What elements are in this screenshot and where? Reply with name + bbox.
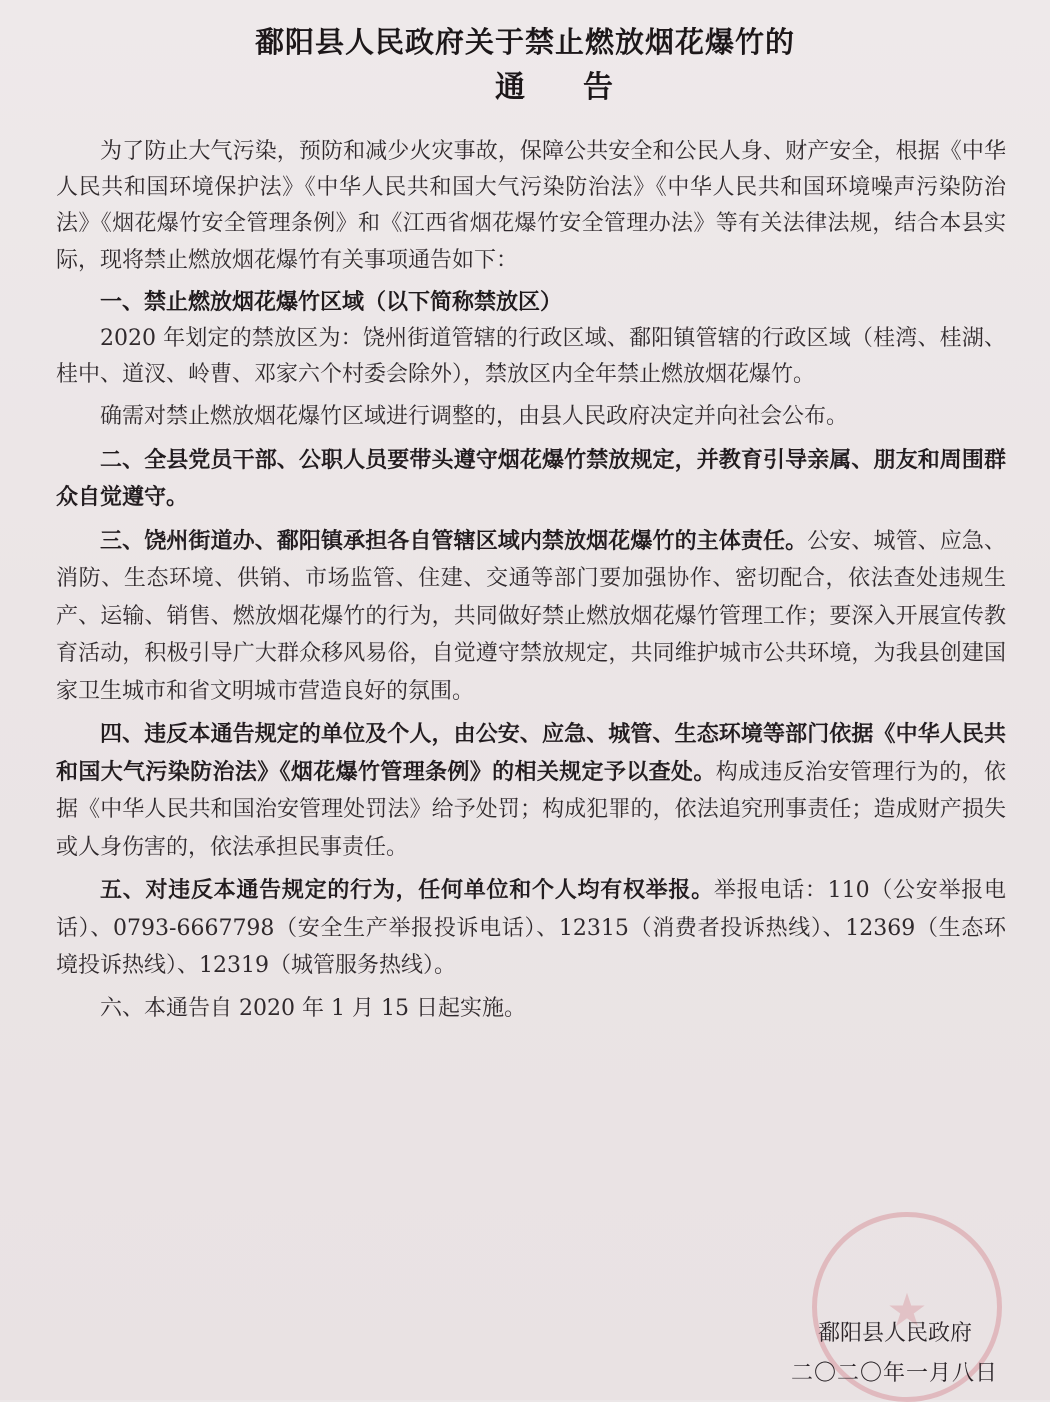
section-2-paragraph: 二、全县党员干部、公职人员要带头遵守烟花爆竹禁放规定，并教育引导亲属、朋友和周围群众自觉遵守。 [56, 447, 1006, 511]
section-4-detail: 构成违反治安管理行为的，依据《中华人民共和国治安管理处罚法》给予处罚；构成犯罪的，依法追究刑事责任；造成财产损失或人身伤害的，依法承担民事责任。 [56, 759, 1006, 860]
section-3-detail: 公安、城管、应急、消防、生态环境、供销、市场监管、住建、交通等部门要加强协作、密切配合，依法查处违规生产、运输、销售、燃放烟花爆竹的行为，共同做好禁止燃放烟花爆竹管理工作；要深入开展宣传教育活动，积极引导广大群众移风易俗，自觉遵守禁放规定，共同维护城市公共环境，为我县创建国家卫生城市和省文明城市营造良好的氛围。 [56, 528, 1006, 704]
section-1-heading-text: 一、禁止燃放烟花爆竹区域（以下简称禁放区） [100, 289, 563, 315]
section-4-lead: 四、违反本通告规定的单位及个人，由公安、应急、城管、生态环境等部门依据《中华人民共和国大气污染防治法》《烟花爆竹管理条例》的相关规定予以查处。 [56, 722, 1006, 785]
document-subtitle: 通告 [495, 70, 671, 105]
intro-paragraph: 为了防止大气污染，预防和减少火灾事故，保障公共安全和公民人身、财产安全，根据《中华人民共和国环境保护法》《中华人民共和国大气污染防治法》《中华人民共和国环境噪声污染防治法》《烟花爆竹安全管理条例》和《江西省烟花爆竹安全管理办法》等有关法律法规，结合本县实际，现将禁止燃放烟花爆竹有关事项通告如下： [56, 139, 1006, 273]
section-3-lead: 三、饶州街道办、鄱阳镇承担各自管辖区域内禁放烟花爆竹的主体责任。 [100, 528, 808, 554]
section-5-detail: 举报电话：110（公安举报电话）、0793-6667798（安全生产举报投诉电话）、12315（消费者投诉热线）、12369（生态环境投诉热线）、12319（城管服务热线）。 [56, 878, 1006, 979]
section-1-heading [56, 285, 1006, 321]
section-1-paragraph-2: 确需对禁止燃放烟花爆竹区域进行调整的，由县人民政府决定并向社会公布。 [100, 404, 849, 430]
signature-date: 二〇二〇年一月八日 [790, 1361, 998, 1386]
section-4-paragraph [56, 716, 1006, 866]
section-3-paragraph [56, 523, 1006, 711]
section-6-paragraph: 六、本通告自 2020 年 1 月 15 日起实施。 [100, 995, 526, 1021]
document-body [56, 134, 1006, 1027]
seal-star-icon: ★ [886, 1283, 928, 1337]
section-5-lead: 五、对违反本通告规定的行为，任何单位和个人均有权举报。 [100, 878, 714, 904]
document-title: 鄱阳县人民政府关于禁止燃放烟花爆竹的 [254, 25, 795, 59]
section-1-paragraph-1: 2020 年划定的禁放区为：饶州街道管辖的行政区域、鄱阳镇管辖的行政区域（桂湾、桂湖、桂中、道汊、岭曹、邓家六个村委会除外），禁放区内全年禁止燃放烟花爆竹。 [56, 326, 1006, 388]
section-5-paragraph [56, 872, 1006, 985]
signature-organization: 鄱阳县人民政府 [817, 1321, 972, 1346]
